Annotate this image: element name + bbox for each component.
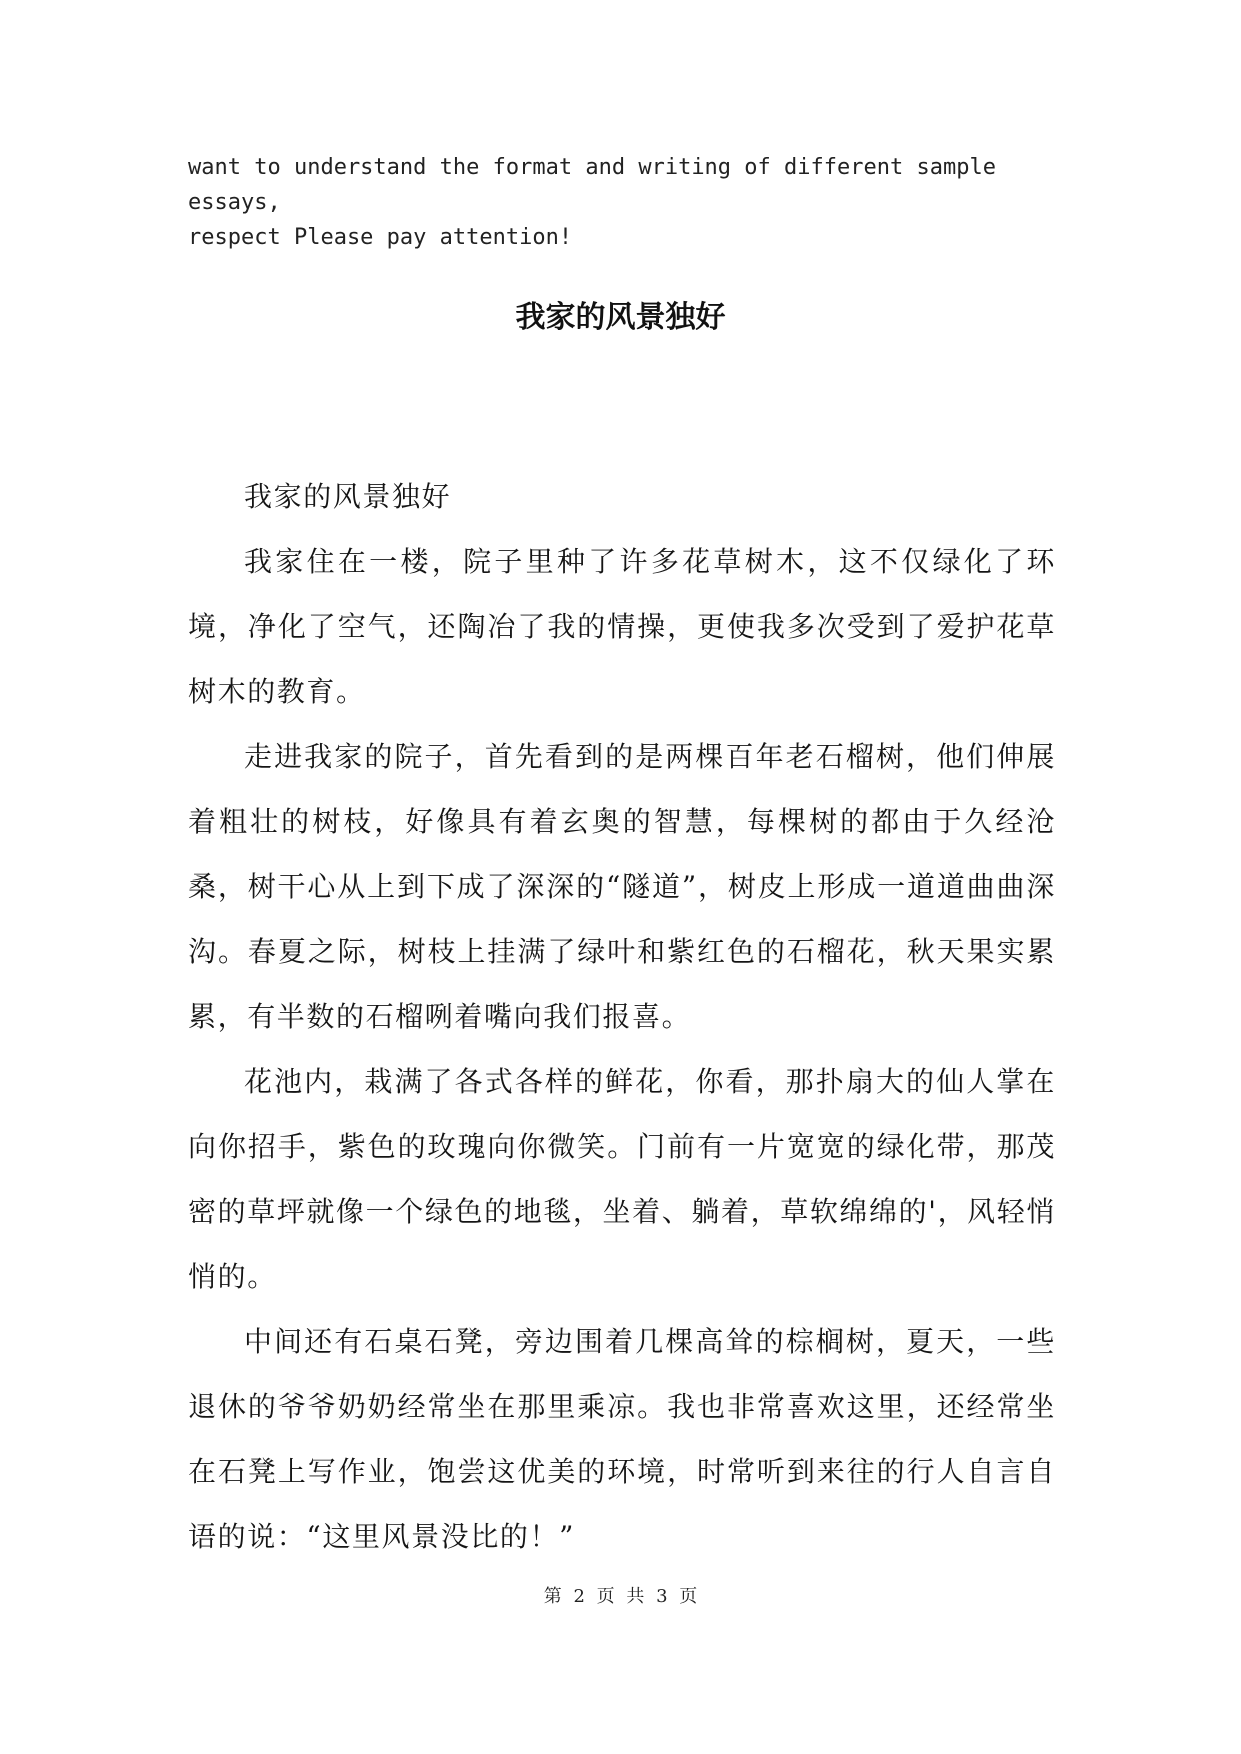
intro-line-1: want to understand the format and writing of different sample essays, <box>188 155 996 215</box>
paragraph: 走进我家的院子，首先看到的是两棵百年老石榴树，他们伸展着粗壮的树枝，好像具有着玄奥的智慧，每棵树的都由于久经沧桑，树干心从上到下成了深深的“隧道”，树皮上形成一道道曲曲深沟。春夏之际，树枝上挂满了绿叶和紫红色的石榴花，秋天果实累累，有半数的石榴咧着嘴向我们报喜。 <box>188 740 1056 1033</box>
paragraph-heading: 我家的风景独好 <box>244 480 452 513</box>
page-number-footer: 第 2 页 共 3 页 <box>543 1586 698 1607</box>
intro-note <box>188 150 1068 255</box>
document-title: 我家的风景独好 <box>515 300 726 335</box>
paragraph: 花池内，栽满了各式各样的鲜花，你看，那扑扇大的仙人掌在向你招手，紫色的玫瑰向你微笑。门前有一片宽宽的绿化带，那茂密的草坪就像一个绿色的地毯，坐着、躺着，草软绵绵的'，风轻悄悄的。 <box>188 1065 1056 1293</box>
paragraph: 我家住在一楼，院子里种了许多花草树木，这不仅绿化了环境，净化了空气，还陶冶了我的情操，更使我多次受到了爱护花草树木的教育。 <box>188 545 1056 708</box>
intro-line-2: respect Please pay attention! <box>188 225 573 250</box>
paragraph: 中间还有石桌石凳，旁边围着几棵高耸的棕榈树，夏天，一些退休的爷爷奶奶经常坐在那里乘凉。我也非常喜欢这里，还经常坐在石凳上写作业，饱尝这优美的环境，时常听到来往的行人自言自语的说：“这里风景没比的！” <box>188 1325 1056 1553</box>
essay-body <box>188 464 1056 1569</box>
